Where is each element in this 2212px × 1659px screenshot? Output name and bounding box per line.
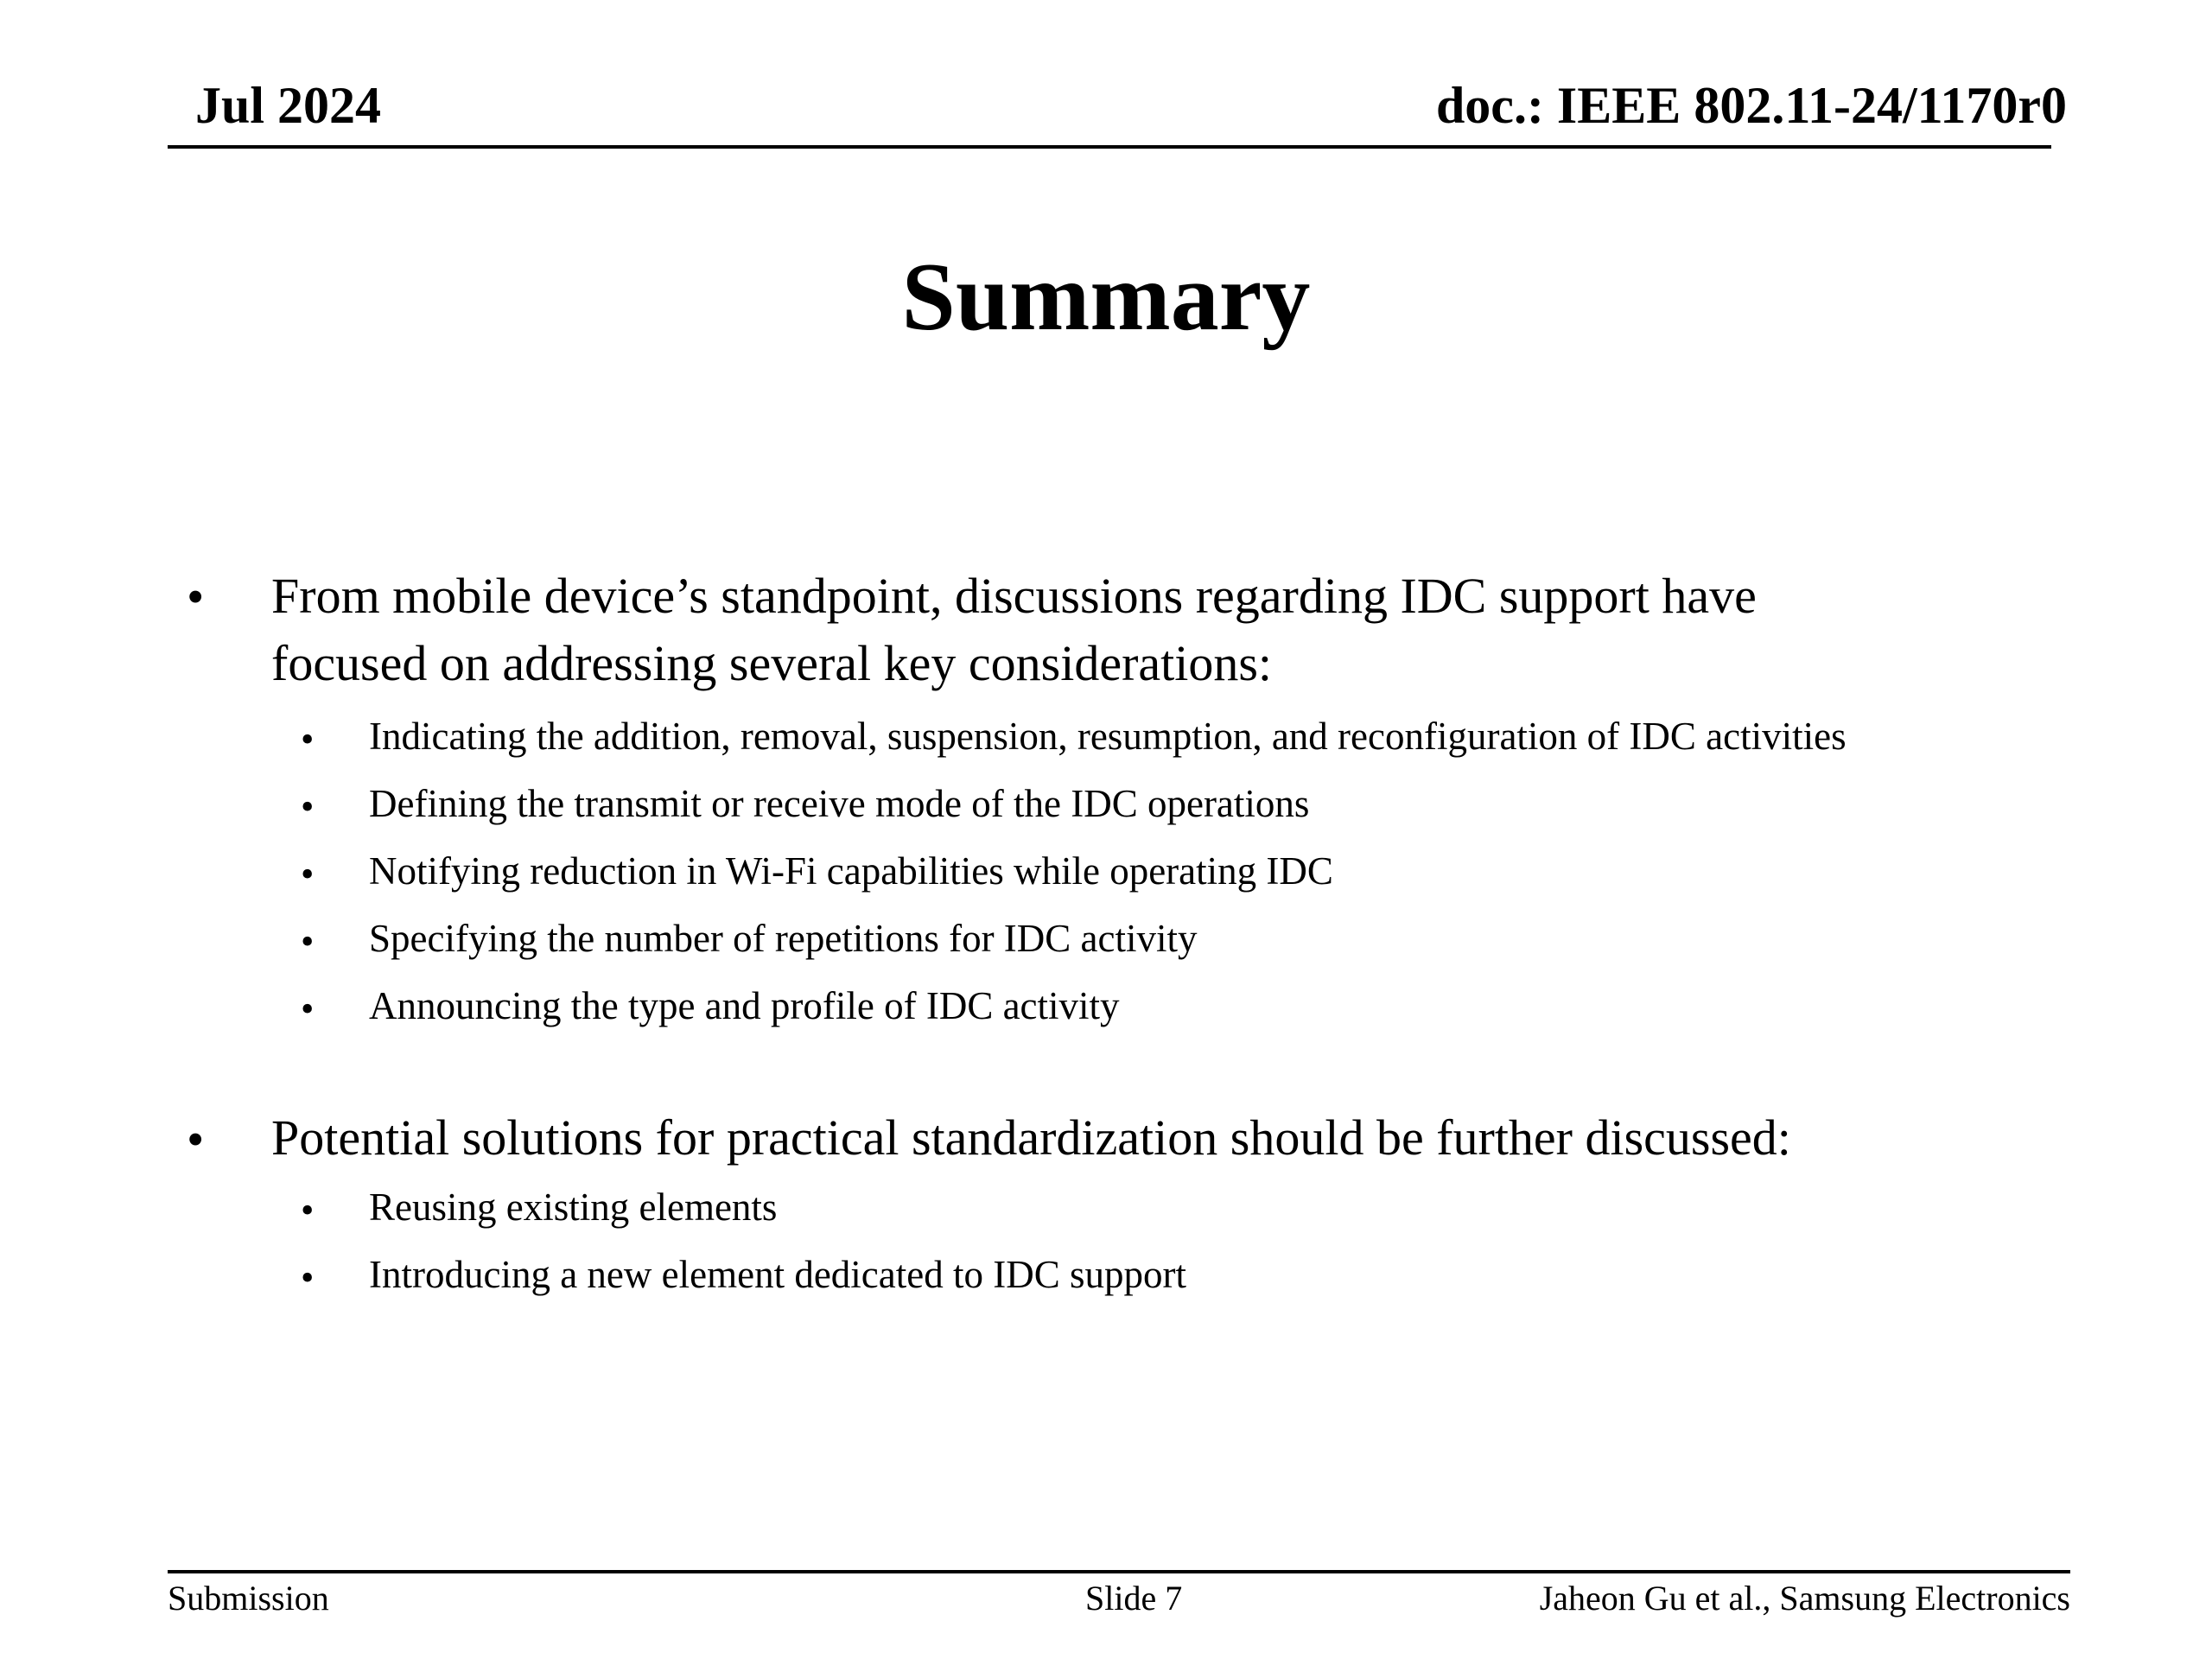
bullet-line: Potential solutions for practical standardization should be further discussed: bbox=[271, 1109, 1791, 1166]
sub-bullet-icon: • bbox=[301, 785, 315, 828]
bullet-text bbox=[271, 563, 1757, 697]
sub-bullet-text: Reusing existing elements bbox=[369, 1185, 778, 1229]
sub-bullet-icon: • bbox=[301, 1256, 315, 1299]
bullet-text bbox=[271, 1104, 1791, 1172]
bullet-icon: • bbox=[187, 1111, 205, 1167]
bullet-icon: • bbox=[187, 569, 205, 625]
header-date: Jul 2024 bbox=[195, 77, 382, 134]
sub-bullet-text: Specifying the number of repetitions for IDC activity bbox=[369, 917, 1198, 960]
slide-title: Summary bbox=[901, 244, 1311, 351]
header-doc-id: doc.: IEEE 802.11-24/1170r0 bbox=[1435, 77, 2067, 134]
sub-bullet-icon: • bbox=[301, 1189, 315, 1231]
sub-bullet-icon: • bbox=[301, 920, 315, 963]
sub-bullet-text: Introducing a new element dedicated to IDC support bbox=[369, 1253, 1186, 1296]
footer-slide-number: Slide 7 bbox=[1085, 1579, 1183, 1618]
header-divider bbox=[168, 145, 2051, 149]
sub-bullet-icon: • bbox=[301, 988, 315, 1030]
bullet-line: From mobile device’s standpoint, discussions regarding IDC support have bbox=[271, 568, 1757, 624]
footer-submission: Submission bbox=[168, 1579, 329, 1618]
sub-bullet-icon: • bbox=[301, 718, 315, 760]
bullet-line: focused on addressing several key considerations: bbox=[271, 635, 1273, 691]
sub-bullet-text: Notifying reduction in Wi-Fi capabilities while operating IDC bbox=[369, 849, 1333, 893]
footer-authors: Jaheon Gu et al., Samsung Electronics bbox=[1539, 1579, 2070, 1618]
sub-bullet-icon: • bbox=[301, 853, 315, 895]
sub-bullet-text: Announcing the type and profile of IDC activity bbox=[369, 984, 1120, 1027]
sub-bullet-text: Indicating the addition, removal, suspension, resumption, and reconfiguration of IDC activities bbox=[369, 715, 1847, 758]
footer-divider bbox=[168, 1570, 2070, 1573]
sub-bullet-text: Defining the transmit or receive mode of the IDC operations bbox=[369, 782, 1310, 825]
